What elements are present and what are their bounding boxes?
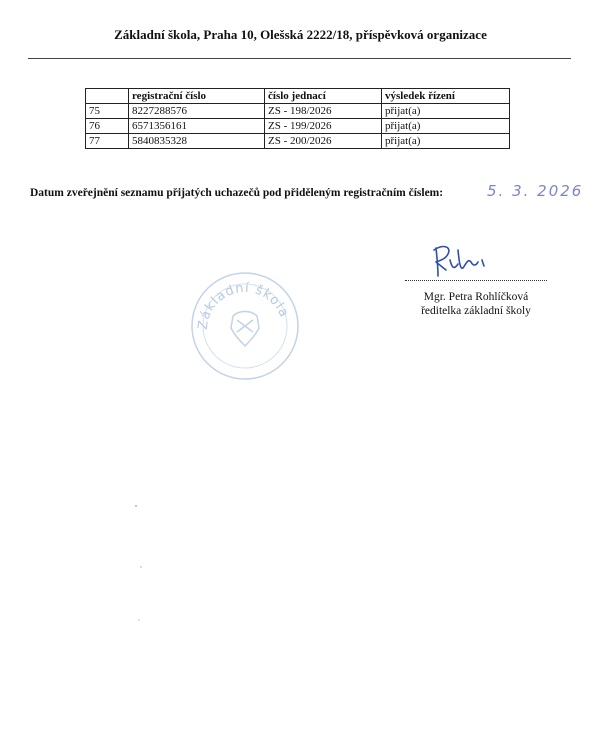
table-row [86,104,510,119]
header-divider [28,58,571,59]
lion-emblem-icon [231,312,259,347]
table-header-row [86,89,510,104]
cell-result: přijat(a) [382,134,510,149]
signatory-role: ředitelka základní školy [421,305,531,317]
cell-reference-number: ZS - 198/2026 [265,104,382,119]
cell-result: přijat(a) [382,119,510,134]
cell-reference-number: ZS - 199/2026 [265,119,382,134]
signature-line [405,280,547,281]
column-header-registration-number: registrační číslo [129,89,265,104]
column-header-result: výsledek řízení [382,89,510,104]
cell-order: 75 [86,104,129,119]
publication-date-handwritten: 5. 3. 2026 [487,182,584,200]
admission-results-table [85,88,510,149]
stamp-text: Základní škola [195,280,292,331]
svg-text:Základní škola [196,281,292,331]
cell-order: 76 [86,119,129,134]
cell-order: 77 [86,134,129,149]
table-row [86,119,510,134]
school-stamp [189,270,301,382]
cell-registration-number: 6571356161 [129,119,265,134]
handwritten-signature [428,240,498,278]
cell-result: přijat(a) [382,104,510,119]
cell-registration-number: 8227288576 [129,104,265,119]
document-title: Základní škola, Praha 10, Olešská 2222/18, příspěvková organizace [114,27,487,42]
table-row [86,134,510,149]
signatory-name: Mgr. Petra Rohlíčková [423,291,529,303]
cell-reference-number: ZS - 200/2026 [265,134,382,149]
column-header-order [86,89,129,104]
column-header-reference-number: číslo jednací [265,89,382,104]
publication-date-label: Datum zveřejnění seznamu přijatých uchazečů pod přiděleným registračním číslem: [30,187,444,199]
cell-registration-number: 5840835328 [129,134,265,149]
